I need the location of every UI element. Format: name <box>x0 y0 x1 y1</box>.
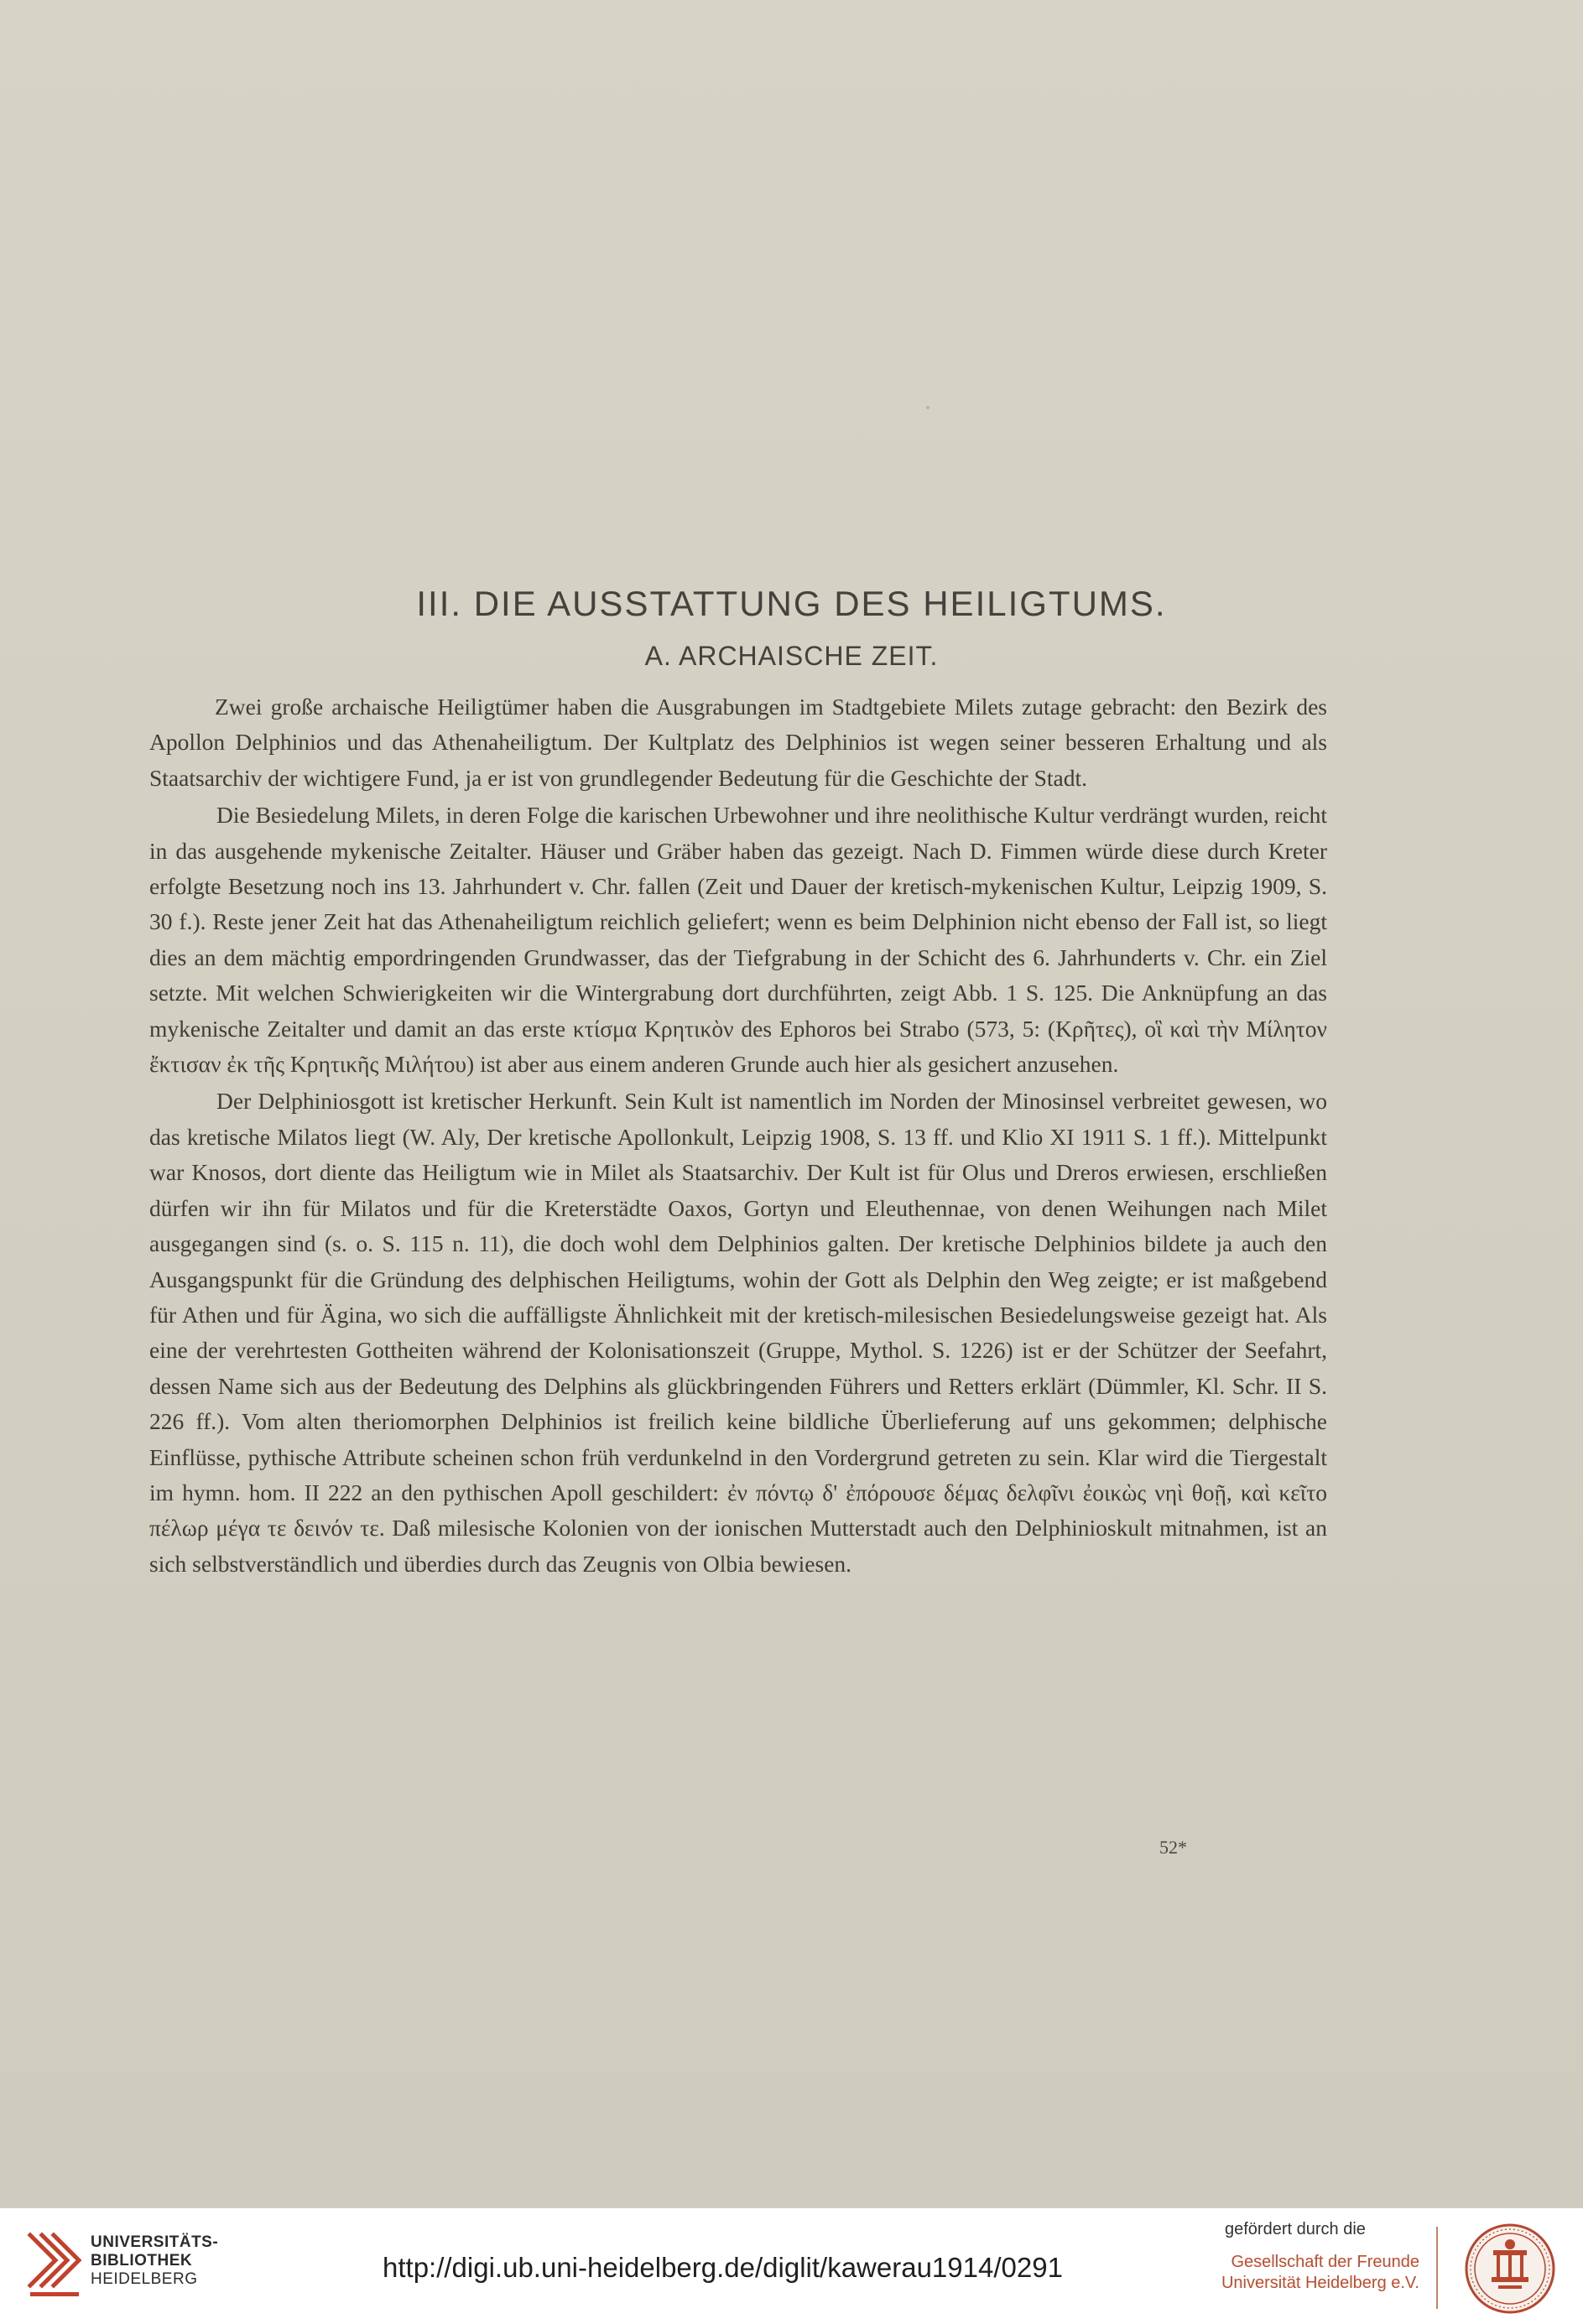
paper-speck <box>926 406 929 409</box>
university-library-name <box>91 2233 218 2289</box>
university-library-logo-icon[interactable] <box>23 2227 84 2304</box>
sponsor-name-line: Universität Heidelberg e.V. <box>1221 2274 1419 2292</box>
paragraph: Zwei große archaische Heiligtümer haben die Ausgrabungen im Stadtgebiete Milets zutage gebracht: den Bezirk des Apollon Delphinios und das Athenaheiligtum. Der Kultplatz des Delphinios ist wegen seiner besseren Erhaltung und als Staatsarchiv der wichtigere Fund, ja er ist von grundlegender Bedeutung für die Geschichte der Stadt. <box>149 694 1327 791</box>
sponsor-name-line: Gesellschaft der Freunde <box>1231 2253 1419 2271</box>
document-url-link[interactable]: http://digi.ub.uni-heidelberg.de/diglit/kawerau1914/0291 <box>383 2252 1063 2283</box>
body-text <box>149 689 1327 1583</box>
page-number: 52* <box>1159 1837 1187 1858</box>
library-name-line: HEIDELBERG <box>91 2270 198 2288</box>
footer-divider <box>1436 2227 1438 2309</box>
sponsor-name[interactable] <box>1158 2252 1419 2294</box>
paragraph: Der Delphiniosgott ist kretischer Herkunft. Sein Kult ist namentlich im Norden der Minosinsel verbreitet gewesen, wo das kretische Milatos liegt (W. Aly, Der kretische Apollonkult, Leipzig 1908, S. 13 ff. und Klio XI 1911 S. 1 ff.). Mittelpunkt war Knosos, dort diente das Heiligtum wie in Milet als Staatsarchiv. Der Kult ist für Olus und Dreros erwiesen, erschließen dürfen wir ihn für Milatos und für die Kreterstädte Oaxos, Gortyn und Eleuthennae, von denen Weihungen nach Milet ausgegangen sind (s. o. S. 115 n. 11), die doch wohl dem Delphinios galten. Der kretische Delphinios bildete ja auch den Ausgangspunkt für die Gründung des delphischen Heiligtums, wohin der Gott als Delphin den Weg zeigte; er ist maßgebend für Athen und für Ägina, wo sich die auffälligste Ähnlichkeit mit der kretisch-milesischen Besiedelungsweise gezeigt hat. Als eine der verehrtesten Gottheiten während der Kolonisationszeit (Gruppe, Mythol. S. 1226) ist er der Schützer der Seefahrt, dessen Name sich aus der Bedeutung des Delphins als glückbringenden Führers und Retters erklärt (Dümmler, Kl. Schr. II S. 226 ff.). Vom alten theriomorphen Delphinios ist freilich keine bildliche Überlieferung auf uns gekommen; delphische Einflüsse, pythische Attribute scheinen schon früh verdunkelnd in den Vordergrund getreten zu sein. Klar wird die Tiergestalt im hymn. hom. II 222 an den pythischen Apoll geschildert: ἐν πόντῳ δ' ἐπόρουσε δέμας δελφῖνι ἐοικὼς νηὶ θοῇ, καὶ κεῖτο πέλωρ μέγα τε δεινόν τε. Daß milesische Kolonien von der ionischen Mutterstadt auch den Delphinioskult mitnahmen, ist an sich selbstverständlich und überdies durch das Zeugnis von Olbia bewiesen. <box>149 1088 1327 1577</box>
paragraph: Die Besiedelung Milets, in deren Folge die karischen Urbewohner und ihre neolithische Kultur verdrängt wurden, reicht in das ausgehende mykenische Zeitalter. Häuser und Gräber haben das gezeigt. Nach D. Fimmen würde diese durch Kreter erfolgte Besetzung noch ins 13. Jahrhundert v. Chr. fallen (Zeit und Dauer der kretisch-mykenischen Kultur, Leipzig 1909, S. 30 f.). Reste jener Zeit hat das Athenaheiligtum reichlich geliefert; wenn es beim Delphinion nicht ebenso der Fall ist, so liegt dies an dem mächtig empordringenden Grundwasser, das der Tiefgrabung in der Schicht des 6. Jahrhunderts v. Chr. ein Ziel setzte. Mit welchen Schwierigkeiten wir die Wintergrabung dort durchführten, zeigt Abb. 1 S. 125. Die Anknüpfung an das mykenische Zeitalter und damit an das erste κτίσμα Κρητικὸν des Ephoros bei Strabo (573, 5: (Κρῆτες), οἳ καὶ τὴν Μίλητον ἔκτισαν ἐκ τῆς Κρητικῆς Μιλήτου) ist aber aus einem anderen Grunde auch hier als gesichert anzusehen. <box>149 802 1327 1078</box>
section-heading: A. ARCHAISCHE ZEIT. <box>644 641 939 671</box>
footer-bar <box>0 2207 1583 2324</box>
chapter-heading: III. DIE AUSSTATTUNG DES HEILIGTUMS. <box>416 584 1167 623</box>
sponsor-intro: gefördert durch die <box>1225 2220 1366 2238</box>
library-name-line: BIBLIOTHEK <box>91 2252 193 2269</box>
library-name-line: UNIVERSITÄTS- <box>91 2233 219 2251</box>
university-seal-icon <box>1460 2222 1560 2316</box>
